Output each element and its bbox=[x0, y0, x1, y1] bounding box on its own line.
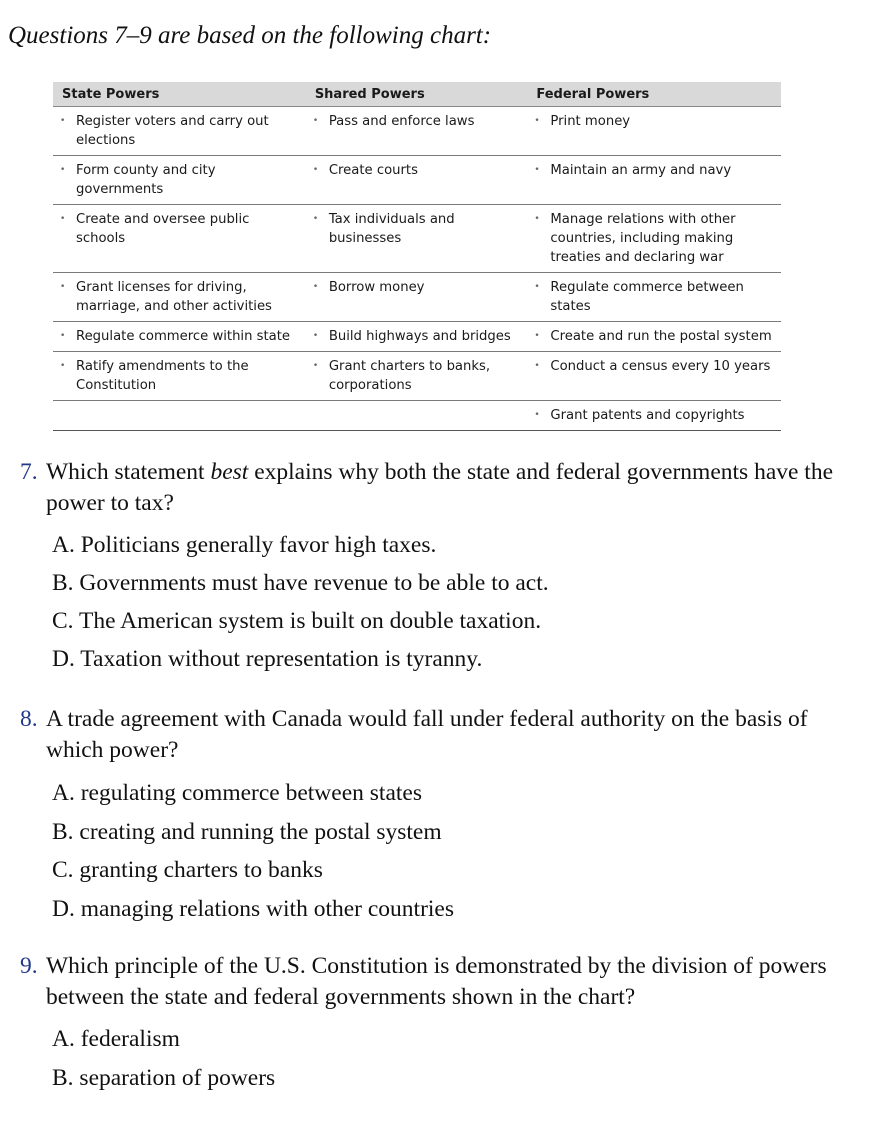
table-row bbox=[53, 401, 781, 431]
state-power-cell bbox=[53, 107, 306, 156]
shared-power-cell bbox=[306, 401, 528, 431]
question-9 bbox=[20, 951, 840, 1102]
bullet-icon: • bbox=[534, 331, 540, 341]
choice-7c[interactable]: C. The American system is built on double taxation. bbox=[52, 608, 542, 634]
bullet-icon: • bbox=[60, 116, 66, 126]
table-row bbox=[53, 352, 781, 401]
question-7 bbox=[20, 457, 840, 682]
federal-power-text: Print money bbox=[550, 114, 631, 129]
federal-power-text: Manage relations with other countries, including making treaties and declaring war bbox=[550, 212, 736, 265]
choice-9a[interactable]: A. federalism bbox=[52, 1026, 180, 1052]
state-power-text: Ratify amendments to the Constitution bbox=[76, 359, 249, 393]
question-8 bbox=[20, 704, 840, 932]
shared-power-cell bbox=[306, 156, 528, 205]
state-power-cell bbox=[53, 156, 306, 205]
table-row bbox=[53, 322, 781, 352]
bullet-icon: • bbox=[60, 165, 66, 175]
shared-power-cell bbox=[306, 352, 528, 401]
header-state-powers: State Powers bbox=[53, 82, 306, 107]
bullet-icon: • bbox=[534, 410, 540, 420]
shared-power-text: Grant charters to banks, corporations bbox=[328, 359, 491, 393]
bullet-icon: • bbox=[312, 165, 319, 175]
state-power-text: Grant licenses for driving, marriage, and other activities bbox=[76, 280, 272, 314]
questions-heading: Questions 7–9 are based on the following chart: bbox=[8, 22, 492, 49]
shared-power-cell bbox=[306, 107, 528, 156]
federal-power-cell bbox=[527, 156, 781, 205]
bullet-icon: • bbox=[534, 361, 540, 371]
table-row bbox=[53, 273, 781, 322]
choice-7d[interactable]: D. Taxation without representation is tyranny. bbox=[52, 646, 483, 672]
choice-8a[interactable]: A. regulating commerce between states bbox=[52, 780, 422, 806]
bullet-icon: • bbox=[60, 214, 66, 224]
header-shared-powers: Shared Powers bbox=[306, 82, 528, 107]
choice-9b[interactable]: B. separation of powers bbox=[52, 1065, 276, 1091]
shared-power-text: Build highways and bridges bbox=[328, 329, 511, 344]
shared-power-text: Pass and enforce laws bbox=[328, 114, 475, 129]
shared-power-cell bbox=[306, 205, 528, 273]
state-power-cell bbox=[53, 205, 306, 273]
federal-power-text: Regulate commerce between states bbox=[550, 280, 744, 314]
question-stem: Which statement best explains why both the state and federal governments have the power to tax? bbox=[46, 459, 834, 516]
shared-power-text: Borrow money bbox=[328, 280, 425, 295]
federal-power-text: Grant patents and copyrights bbox=[550, 408, 745, 423]
federal-power-cell bbox=[527, 107, 781, 156]
federal-power-cell bbox=[527, 401, 781, 431]
bullet-icon: • bbox=[60, 361, 66, 371]
state-power-cell bbox=[53, 352, 306, 401]
federal-power-cell bbox=[527, 352, 781, 401]
shared-power-text: Tax individuals and businesses bbox=[328, 212, 455, 246]
state-power-text: Regulate commerce within state bbox=[76, 329, 291, 344]
choice-7b[interactable]: B. Governments must have revenue to be able to act. bbox=[52, 570, 549, 596]
state-power-text: Register voters and carry out elections bbox=[76, 114, 269, 148]
table-row bbox=[53, 107, 781, 156]
state-power-cell bbox=[53, 401, 306, 431]
state-power-cell bbox=[53, 322, 306, 352]
table-row bbox=[53, 205, 781, 273]
shared-power-cell bbox=[306, 322, 528, 352]
table-row bbox=[53, 156, 781, 205]
federal-power-text: Conduct a census every 10 years bbox=[550, 359, 771, 374]
header-federal-powers: Federal Powers bbox=[527, 82, 781, 107]
bullet-icon: • bbox=[312, 282, 319, 292]
shared-power-text: Create courts bbox=[328, 163, 418, 178]
bullet-icon: • bbox=[60, 282, 66, 292]
bullet-icon: • bbox=[534, 214, 540, 224]
federal-power-text: Create and run the postal system bbox=[550, 329, 772, 344]
table-body bbox=[53, 107, 781, 431]
bullet-icon: • bbox=[312, 361, 319, 371]
bullet-icon: • bbox=[312, 331, 319, 341]
state-power-cell bbox=[53, 273, 306, 322]
federal-power-text: Maintain an army and navy bbox=[550, 163, 732, 178]
powers-table bbox=[53, 82, 781, 431]
question-stem: Which principle of the U.S. Constitution is demonstrated by the division of powers between the state and federal governments shown in the chart? bbox=[46, 953, 827, 1010]
choice-8d[interactable]: D. managing relations with other countries bbox=[52, 895, 455, 922]
state-power-text: Create and oversee public schools bbox=[76, 212, 250, 246]
choice-8b[interactable]: B. creating and running the postal system bbox=[52, 818, 442, 845]
bullet-icon: • bbox=[534, 282, 540, 292]
bullet-icon: • bbox=[534, 165, 540, 175]
question-stem: A trade agreement with Canada would fall under federal authority on the basis of which power? bbox=[46, 706, 808, 763]
bullet-icon: • bbox=[312, 214, 319, 224]
question-number: 9. bbox=[20, 953, 38, 979]
question-number: 7. bbox=[20, 459, 38, 485]
question-number: 8. bbox=[20, 706, 38, 732]
table-header-row bbox=[53, 82, 781, 107]
federal-power-cell bbox=[527, 205, 781, 273]
federal-power-cell bbox=[527, 322, 781, 352]
bullet-icon: • bbox=[312, 116, 319, 126]
choice-8c[interactable]: C. granting charters to banks bbox=[52, 857, 323, 883]
choice-7a[interactable]: A. Politicians generally favor high taxes. bbox=[52, 532, 437, 558]
shared-power-cell bbox=[306, 273, 528, 322]
federal-power-cell bbox=[527, 273, 781, 322]
state-power-text: Form county and city governments bbox=[76, 163, 216, 197]
bullet-icon: • bbox=[60, 331, 66, 341]
bullet-icon: • bbox=[534, 116, 540, 126]
